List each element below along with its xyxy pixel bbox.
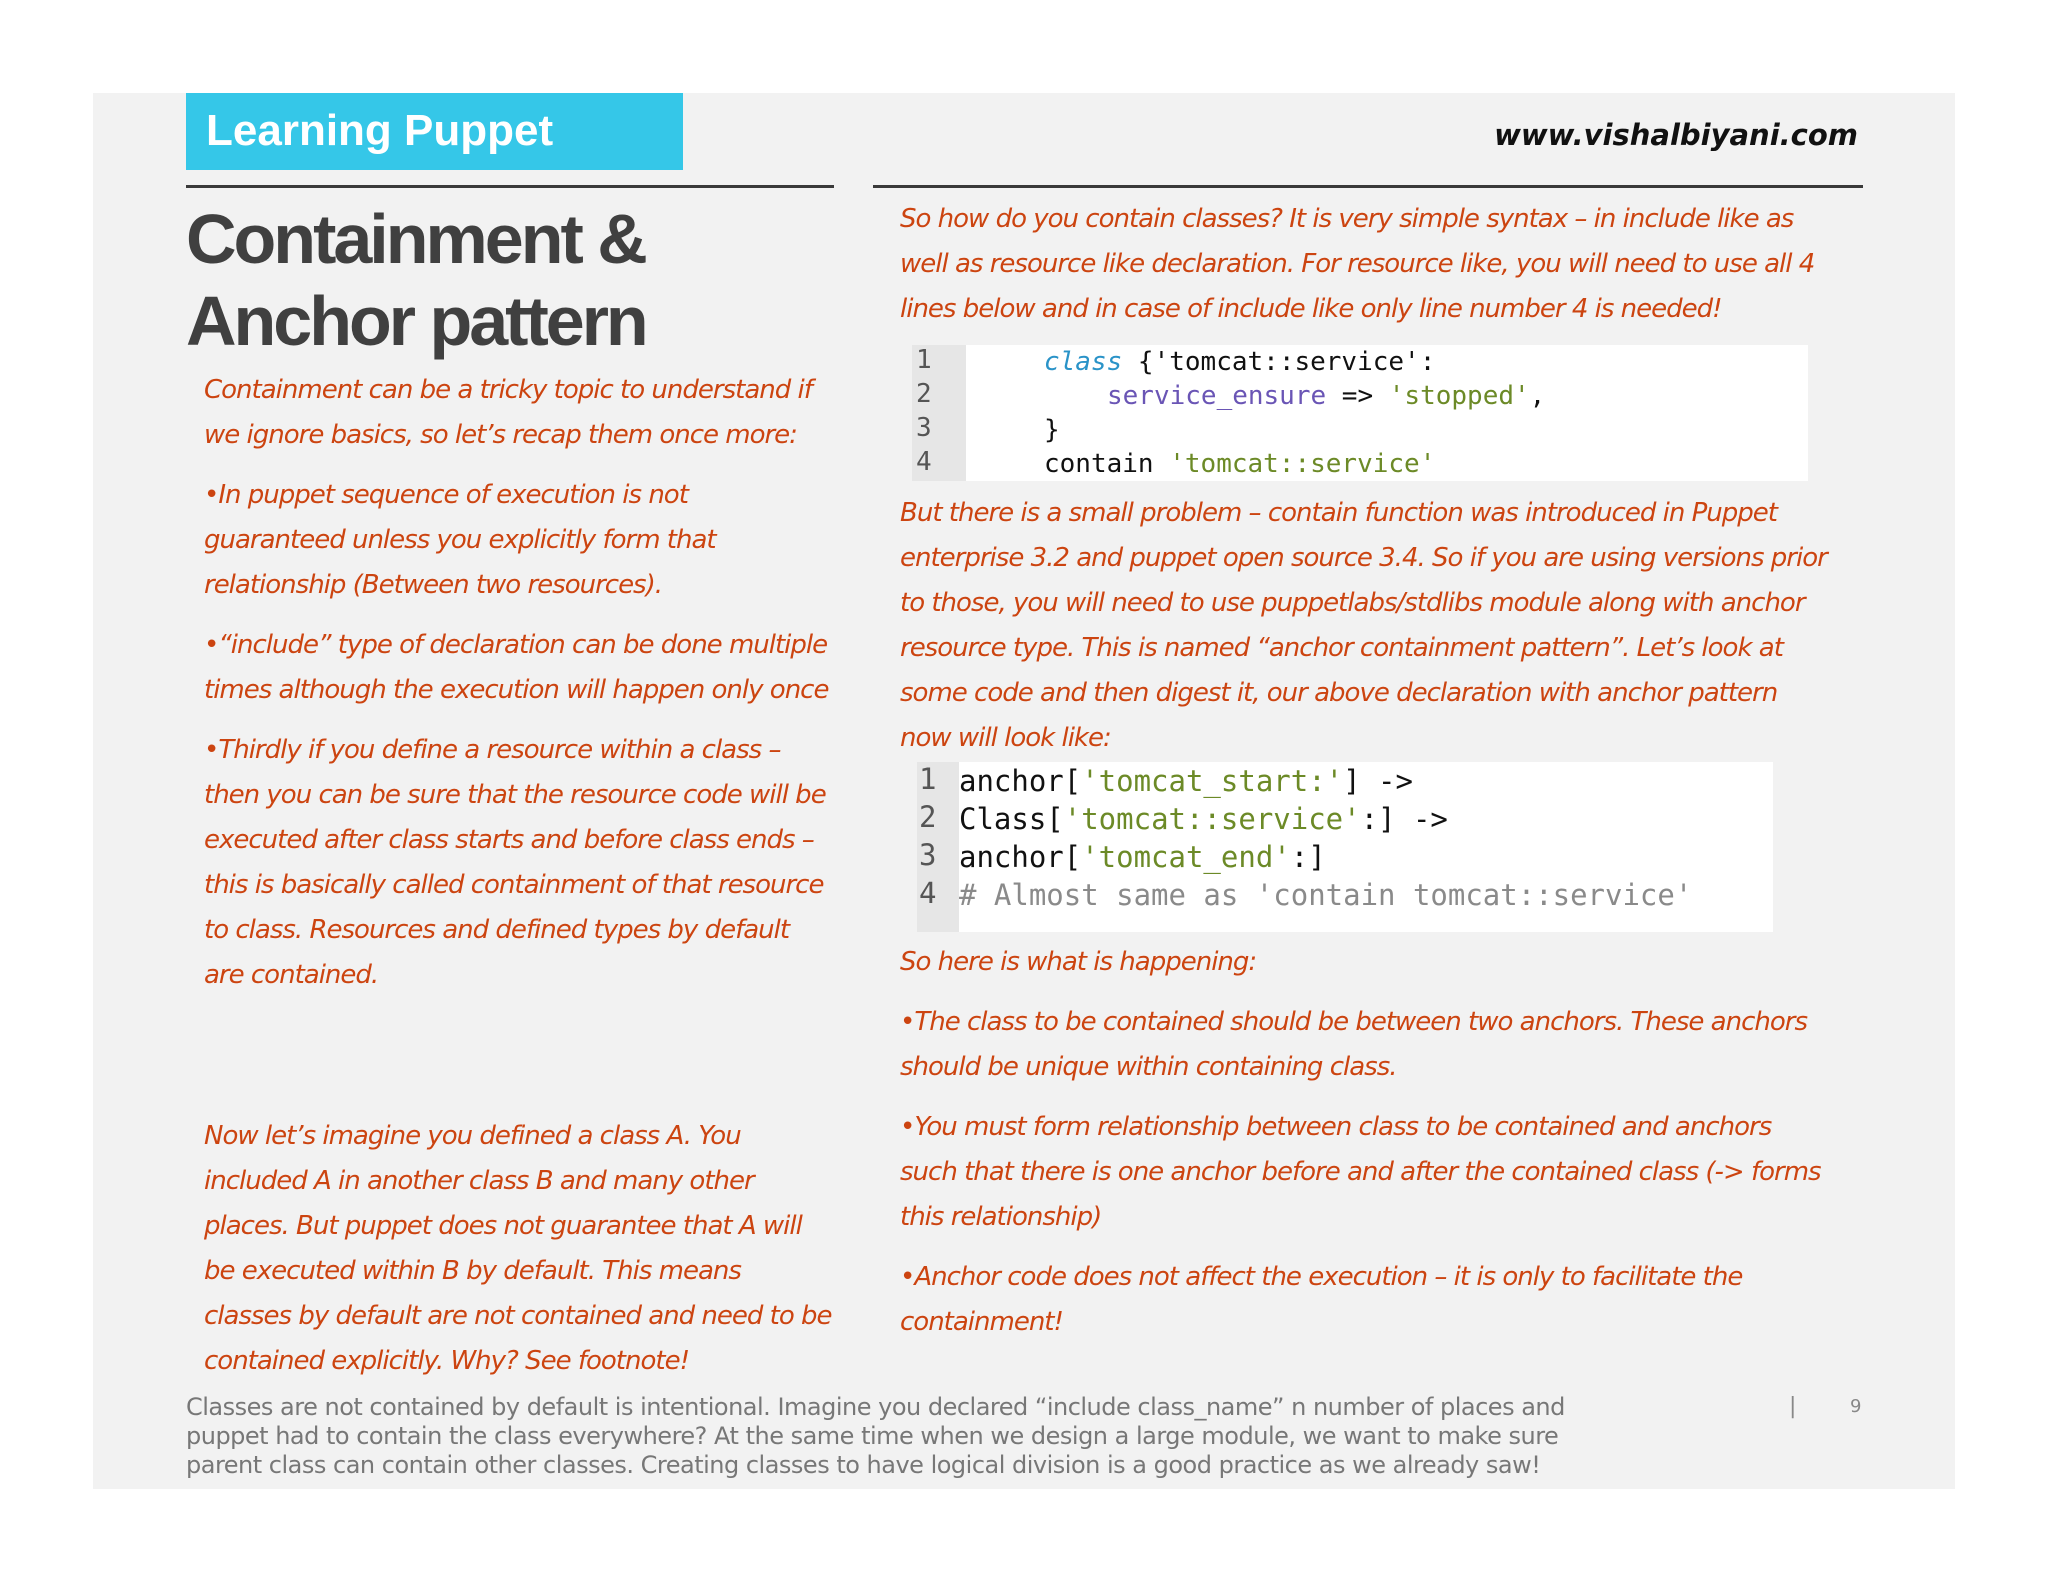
right-intro-text (900, 197, 1830, 332)
code-block-anchor (917, 762, 1773, 932)
bullet-relationship: •You must form relationship between class to be contained and anchors such that there is one anchor before and after the contained class (-> forms this relationship) (900, 1112, 1821, 1232)
code-function: contain (1044, 449, 1170, 479)
line-number: 2 (919, 800, 937, 834)
divider-left (186, 185, 834, 188)
page-separator: | (1789, 1394, 1797, 1419)
code-string: 'tomcat_end' (1081, 840, 1291, 874)
code-string: 'tomcat::service' (1169, 449, 1436, 479)
code-operator: => (1326, 381, 1389, 411)
code-text: :] -> (1360, 802, 1448, 836)
code-line (1107, 379, 1545, 413)
code-line (1044, 413, 1060, 447)
code-line (959, 800, 1448, 838)
code-line (1044, 345, 1435, 379)
code-text: Class[ (959, 802, 1064, 836)
bullet-include: •“include” type of declaration can be done multiple times although the execution will happen only once (204, 630, 829, 705)
code-block-contain (912, 345, 1808, 481)
line-number: 3 (919, 838, 937, 872)
line-number: 3 (916, 413, 932, 443)
divider-right (873, 185, 1863, 188)
footnote-line: parent class can contain other classes. Creating classes to have logical division is a good practice as we already saw! (186, 1451, 1541, 1479)
code-text: } (1044, 415, 1060, 445)
code-string: 'stopped' (1388, 381, 1530, 411)
bullet-anchors-unique: •The class to be contained should be between two anchors. These anchors should be unique within containing class. (900, 1007, 1808, 1082)
code-text: anchor[ (959, 764, 1082, 798)
code-comment: # Almost same as 'contain tomcat::service' (959, 878, 1693, 912)
code-text: , (1529, 381, 1546, 411)
bullet-sequence: •In puppet sequence of execution is not guaranteed unless you explicitly form that relationship (Between two resources). (204, 480, 716, 600)
code-text: :] (1290, 840, 1326, 874)
code-line (1044, 447, 1435, 481)
left-lower-text (204, 1114, 834, 1384)
line-number: 4 (919, 876, 937, 910)
code-text: anchor[ (959, 840, 1082, 874)
line-number: 2 (916, 379, 932, 409)
page-title (186, 198, 806, 362)
footnote-line: puppet had to contain the class everywhere? At the same time when we design a large module, we want to make sure (186, 1422, 1559, 1450)
line-number: 1 (919, 762, 937, 796)
brand-title: Learning Puppet (206, 106, 554, 155)
code-attribute: service_ensure (1107, 381, 1327, 411)
recap-intro: Containment can be a tricky topic to understand if we ignore basics, so let’s recap them once more: (204, 375, 812, 450)
version-problem-paragraph: But there is a small problem – contain function was introduced in Puppet enterprise 3.2 and puppet open source 3.4. So if you are using versions prior to those, you will need to use puppetlabs/stdlibs module along with anchor resource type. This is named “anchor containment pattern”. Let’s look at some code and then digest it, our above declaration with anchor pattern now will look like: (900, 498, 1827, 753)
right-problem-text (900, 491, 1830, 761)
line-number: 4 (916, 447, 932, 477)
code-string: 'tomcat_start:' (1081, 764, 1344, 798)
footnote-line: Classes are not contained by default is intentional. Imagine you declared “include class_name” n number of places and (186, 1393, 1565, 1421)
code-string: 'tomcat::service' (1063, 802, 1361, 836)
left-column-text (204, 368, 834, 998)
class-a-paragraph: Now let’s imagine you defined a class A. You included A in another class B and many other places. But puppet does not guarantee that A will be executed within B by default. This means classes by default are not contained and need to be contained explicitly. Why? See footnote! (204, 1121, 832, 1376)
title-line-2: Anchor pattern (186, 282, 646, 360)
code-text: ] -> (1343, 764, 1413, 798)
bullet-containment: •Thirdly if you define a resource within a class – then you can be sure that the resource code will be executed after class starts and before class ends – this is basically called containment of that resource to class. Resources and defined types by default are contained. (204, 735, 826, 990)
explanation-heading: So here is what is happening: (900, 947, 1257, 977)
code-line (959, 838, 1326, 876)
website-url[interactable]: www.vishalbiyani.com (1494, 118, 1858, 152)
code-line (959, 762, 1413, 800)
bullet-anchor-execution: •Anchor code does not affect the execution – it is only to facilitate the containment! (900, 1262, 1743, 1337)
code-keyword: class (1044, 347, 1123, 377)
right-explanation-text (900, 940, 1830, 1345)
title-line-1: Containment & (186, 200, 645, 278)
contain-syntax-intro: So how do you contain classes? It is very simple syntax – in include like as well as resource like declaration. For resource like, you will need to use all 4 lines below and in case of include like only line number 4 is needed! (900, 204, 1815, 324)
page-number: 9 (1850, 1396, 1862, 1417)
line-number: 1 (916, 345, 932, 375)
footnote (186, 1393, 1706, 1480)
code-text: {'tomcat::service': (1122, 347, 1436, 377)
